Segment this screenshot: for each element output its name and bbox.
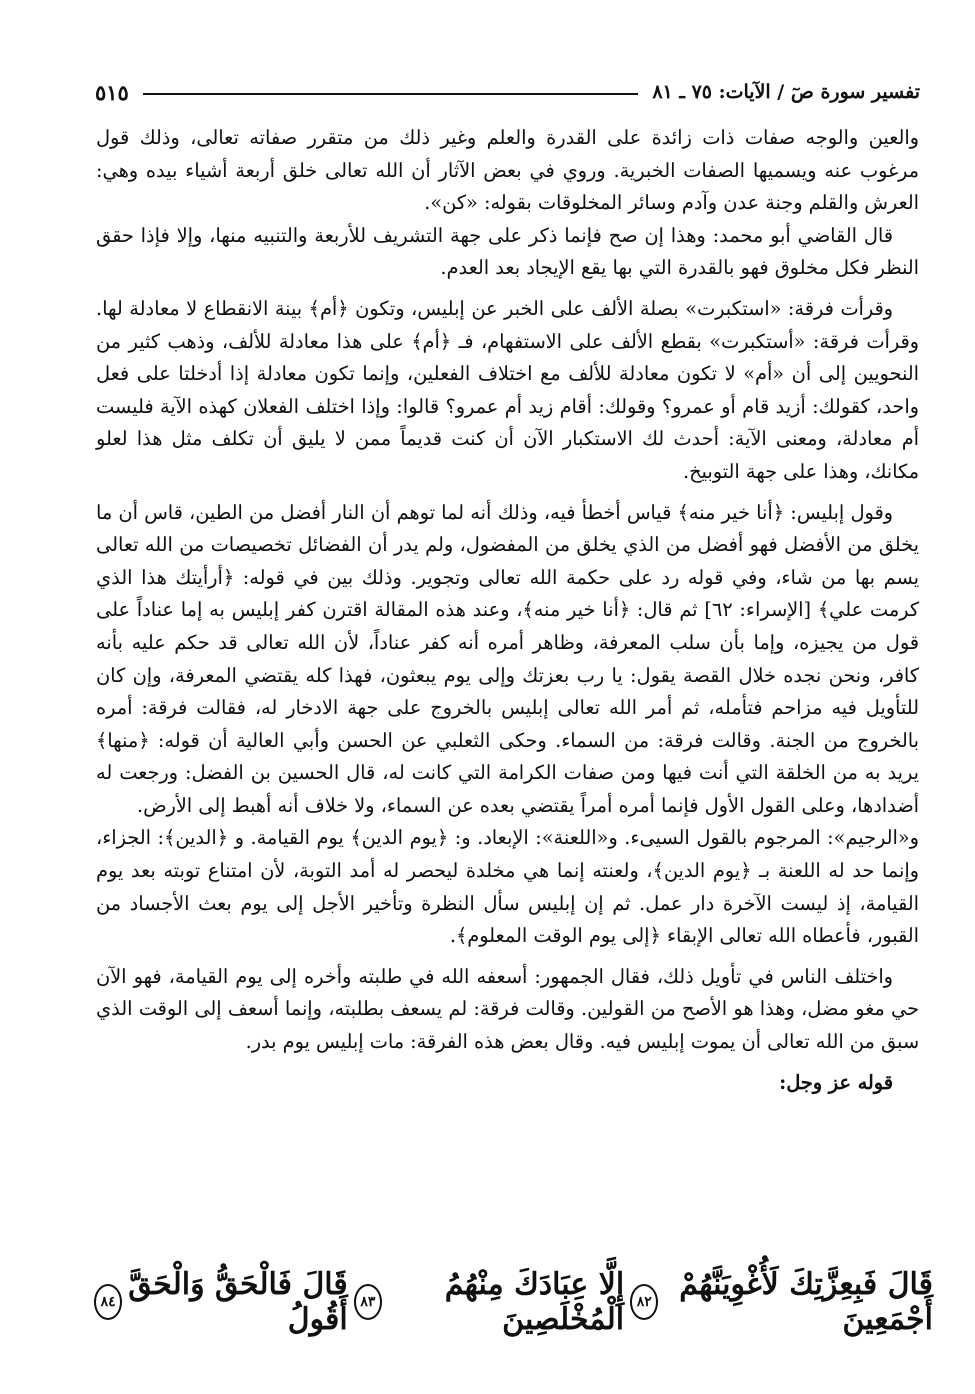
quran-verses-line <box>88 1262 933 1342</box>
paragraph-4: وقول إبليس: ﴿أنا خير منه﴾ قياس أخطأ فيه، وذلك أنه لما توهم أن النار أفضل من الطين، قاس أن ما يخلق من الأفضل فهو أفضل من الذي يخلق من المفضول، ولم يدر أن الفضائل تخصيصات من الله تعالى يسم بها من شاء، وفي قوله رد على حكمة الله تعالى وتجوير. وذلك بين في قوله: ﴿أرأيتك هذا الذي كرمت علي﴾ [الإسراء: ٦٢] ثم قال: ﴿أنا خير منه﴾، وعند هذه المقالة اقترن كفر إبليس به إما عناداً على قول من يجيزه، وإما بأن سلب المعرفة، وظاهر أمره أنه كفر عناداً، لأن الله تعالى قد حكم عليه بأنه كافر، ونحن نجده خلال القصة يقول: يا رب بعزتك وإلى يوم يبعثون، فهذا كله يقتضي المعرفة، وإن كان للتأويل فيه مزاحم فتأمله، ثم أمر الله تعالى إبليس بالخروج على جهة الادخار له، فقالت فرقة: أمره بالخروج من الجنة. وقالت فرقة: من السماء. وحكى الثعلبي عن الحسن وأبي العالية أن قوله: ﴿منها﴾ يريد به من الخلقة التي أنت فيها ومن صفات الكرامة التي كانت له، قال الحسين بن الفضل: ورجعت له أضدادها، وعلى القول الأول فإنما أمره أمراً يقتضي بعده عن السماء، ولا خلاف أنه أهبط إلى الأرض. <box>96 500 919 817</box>
verse-intro: قوله عز وجل: <box>779 1070 893 1094</box>
body-text <box>96 122 919 1099</box>
ayah-84-text: قَالَ فَالْحَقُّ وَالْحَقَّ أَقُولُ <box>128 1267 348 1337</box>
ayah-83-marker: ٨٣ <box>354 1284 382 1320</box>
paragraph-1: والعين والوجه صفات ذات زائدة على القدرة والعلم وغير ذلك من متقرر صفاته تعالى، وذلك قول مرغوب عنه ويسميها الصفات الخبرية. وروي في بعض الآثار أن الله تعالى خلق أربعة أشياء بيده وهي: العرش والقلم وجنة عدن وآدم وسائر المخلوقات بقوله: «كن». <box>96 126 919 215</box>
paragraph-5: و«الرجيم»: المرجوم بالقول السيىء. و«اللعنة»: الإبعاد. و: ﴿يوم الدين﴾ يوم القيامة. و ﴿الدين﴾: الجزاء، وإنما حد له اللعنة بـ ﴿يوم الدين﴾، ولعنته إنما هي مخلدة ليحصر له أمد التوبة، لأن امتناع توبته بعد يوم القيامة، إذ ليست الآخرة دار عمل. ثم إن إبليس سأل النظرة وتأخير الأجل إلى يوم بعث الأجساد من القبور، فأعطاه الله تعالى الإبقاء ﴿إلى يوم الوقت المعلوم﴾. <box>96 826 919 948</box>
running-title: تفسير سورة صٓ / الآيات: ٧٥ ـ ٨١ <box>652 81 920 103</box>
page-header <box>95 75 920 109</box>
page-number: ٥١٥ <box>95 79 129 105</box>
paragraph-3: وقرأت فرقة: «استكبرت» بصلة الألف على الخبر عن إبليس، وتكون ﴿أم﴾ بينة الانقطاع لا معادلة لها. وقرأت فرقة: «أستكبرت» بقطع الألف على الاستفهام، فـ ﴿أم﴾ على هذا معادلة للألف، وذهب كثير من النحويين إلى أن «أم» لا تكون معادلة للألف مع اختلاف الفعلين، وإنما تكون معادلة إذا أدخلتا على فعل واحد، كقولك: أزيد قام أو عمرو؟ وقولك: أقام زيد أم عمرو؟ قالوا: وإذا اختلف الفعلان كهذه الآية فليست أم معادلة، ومعنى الآية: أحدث لك الاستكبار الآن أن كنت قديماً ممن لا يليق أن تكلف مثل هذا لعلو مكانك، وهذا على جهة التوبيخ. <box>96 296 919 483</box>
ayah-83-text: إِلَّا عِبَادَكَ مِنْهُمُ الْمُخْلَصِينَ <box>444 1267 625 1337</box>
header-rule <box>143 93 639 95</box>
paragraph-6: واختلف الناس في تأويل ذلك، فقال الجمهور: أسعفه الله في طلبته وأخره إلى يوم القيامة، فهو الآن حي مغو مضل، وهذا هو الأصح من القولين. وقالت فرقة: لم يسعف بطلبته، وإنما أسعف إلى الوقت الذي سبق من الله تعالى أن يموت إبليس فيه. وقال بعض هذه الفرقة: مات إبليس يوم بدر. <box>96 964 919 1054</box>
ayah-82-text: قَالَ فَبِعِزَّتِكَ لَأُغْوِيَنَّهُمْ أَجْمَعِينَ <box>679 1267 933 1337</box>
ayah-82-marker: ٨٢ <box>630 1284 658 1320</box>
paragraph-2: قال القاضي أبو محمد: وهذا إن صح فإنما ذكر على جهة التشريف للأربعة والتنبيه منها، وإلا فإذا حقق النظر فكل مخلوق فهو بالقدرة التي بها يقع الإيجاد بعد العدم. <box>96 223 919 280</box>
ayah-84-marker: ٨٤ <box>94 1284 122 1320</box>
